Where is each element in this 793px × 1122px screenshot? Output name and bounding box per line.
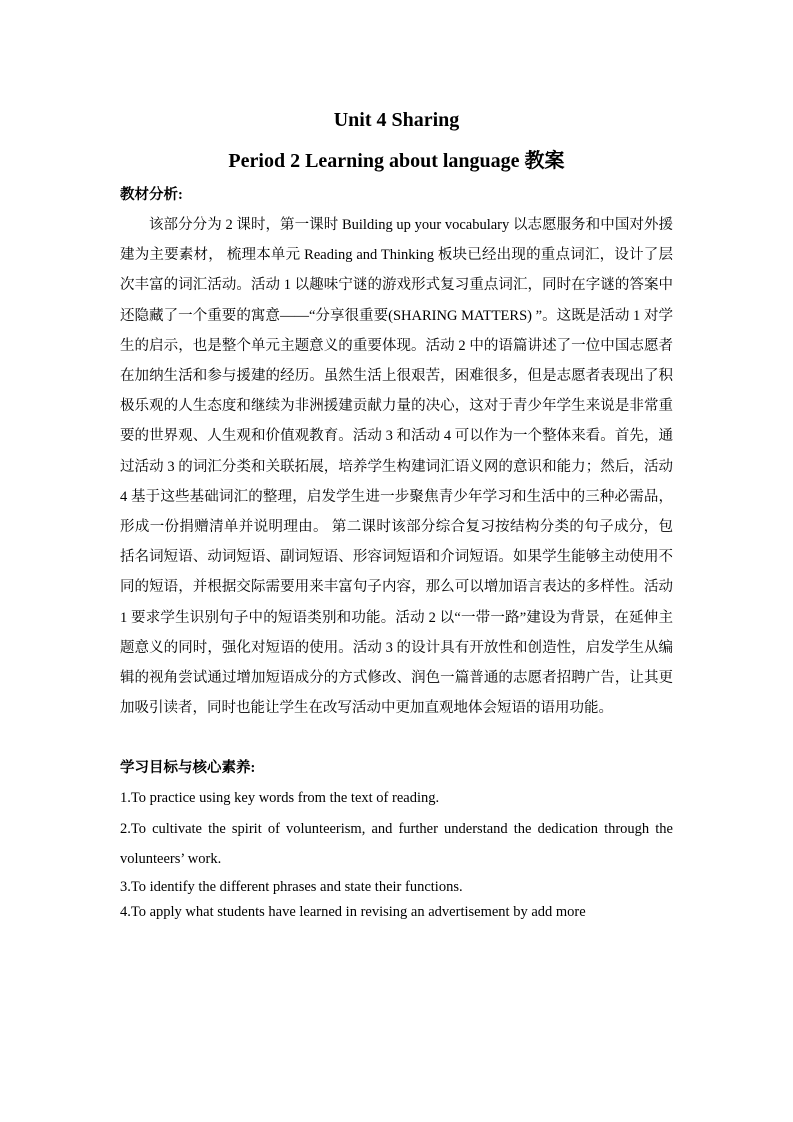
analysis-paragraph: 该部分分为 2 课时，第一课时 Building up your vocabulary 以志愿服务和中国对外援建为主要素材， 梳理本单元 Reading and Thinking 板块已经出现的重点词汇，设计了层次丰富的词汇活动。活动 1 以趣味宁谜的游戏形式复习重点词汇，同时在字谜的答案中还隐藏了一个重要的寓意——“分享很重要(SHARING MATTERS) ”。这既是活动 1 对学生的启示，也是整个单元主题意义的重要体现。活动 2 中的语篇讲述了一位中国志愿者在加纳生活和参与援建的经历。虽然生活上很艰苦，困难很多，但是志愿者表现出了积极乐观的人生态度和继续为非洲援建贡献力量的决心，这对于青少年学生来说是非常重要的世界观、人生观和价值观教育。活动 3 和活动 4 可以作为一个整体来看。首先，通过活动 3 的词汇分类和关联拓展，培养学生构建词汇语义网的意识和能力；然后，活动 4 基于这些基础词汇的整理，启发学生进一步聚焦青少年学习和生活中的三种必需品，形成一份捐赠清单并说明理由。 第二课时该部分综合复习按结构分类的句子成分，包括名词短语、动词短语、副词短语、形容词短语和介词短语。如果学生能够主动使用不同的短语，并根据交际需要用来丰富句子内容，那么可以增加语言表达的多样性。活动 1 要求学生识别句子中的短语类别和功能。活动 2 以“一带一路”建设为背景，在延伸主题意义的同时，强化对短语的使用。活动 3 的设计具有开放性和创造性，启发学生从编辑的视角尝试通过增加短语成分的方式修改、润色一篇普通的志愿者招聘广告，让其更加吸引读者，同时也能让学生在改写活动中更加直观地体会短语的语用功能。 xyxy=(120,217,673,717)
goals-heading: 学习目标与核心素养: xyxy=(120,760,256,777)
goal-item-4: 4.To apply what students have learned in revising an advertisement by add more xyxy=(120,903,586,920)
goal-item-1: 1.To practice using key words from the text of reading. xyxy=(120,790,440,807)
document-title: Unit 4 Sharing xyxy=(333,109,460,131)
analysis-heading: 教材分析: xyxy=(120,187,183,203)
goal-item-3: 3.To identify the different phrases and state their functions. xyxy=(120,878,463,895)
document-subtitle: Period 2 Learning about language 教案 xyxy=(228,150,565,172)
document-page xyxy=(120,100,673,925)
goal-item-2: 2.To cultivate the spirit of volunteerism, and further understand the dedication through the volunteers’ work. xyxy=(120,820,673,868)
